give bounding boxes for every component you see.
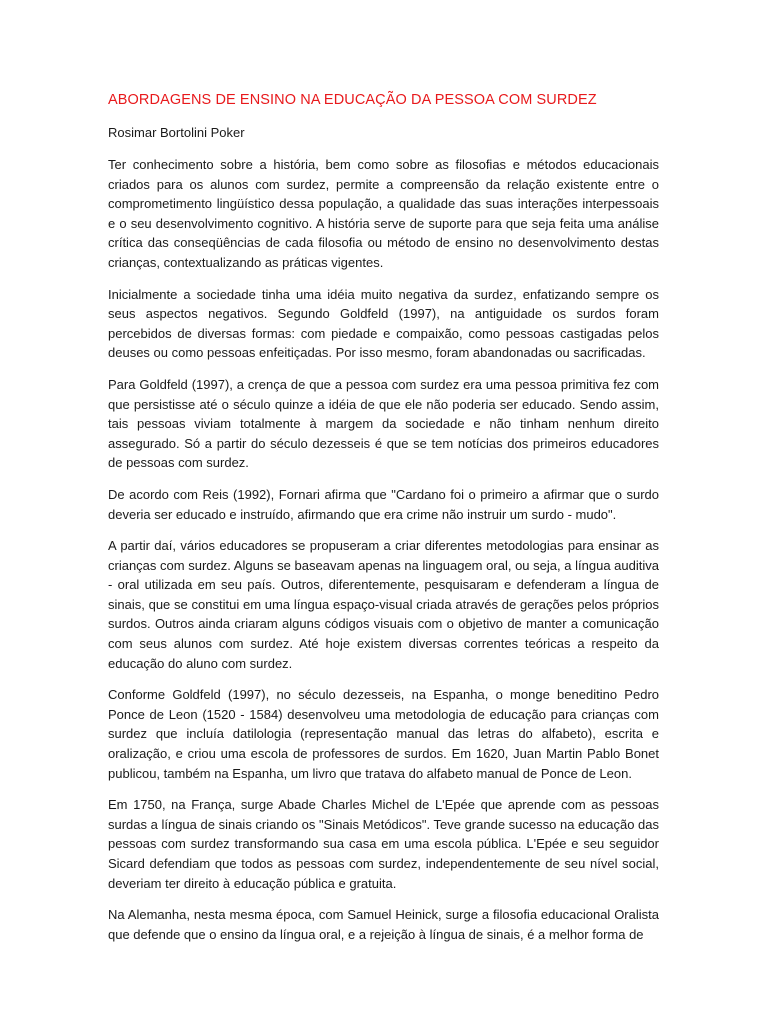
document-body (108, 90, 659, 944)
paragraph-1: Ter conhecimento sobre a história, bem como sobre as filosofias e métodos educacionais criados para os alunos com surdez, permite a compreensão da relação existente entre o comprometimento lingüístico dessa população, a qualidade das suas interações interpessoais e o seu desenvolvimento cognitivo. A história serve de suporte para que seja feita uma análise crítica das conseqüências de cada filosofia ou método de ensino no desenvolvimento destas crianças, contextualizando as práticas vigentes. (108, 157, 659, 270)
paragraph-8: Na Alemanha, nesta mesma época, com Samuel Heinick, surge a filosofia educacional Oralista que defende que o ensino da língua oral, e a rejeição à língua de sinais, é a melhor forma de (108, 907, 659, 942)
paragraph-7: Em 1750, na França, surge Abade Charles Michel de L'Epée que aprende com as pessoas surdas a língua de sinais criando os "Sinais Metódicos". Teve grande sucesso na educação das pessoas com surdez transformando sua casa em uma escola pública. L'Epée e seu seguidor Sicard defendiam que todos as pessoas com surdez, independentemente de seu nível social, deveriam ter direito à educação pública e gratuita. (108, 797, 659, 891)
paragraph-2: Inicialmente a sociedade tinha uma idéia muito negativa da surdez, enfatizando sempre os seus aspectos negativos. Segundo Goldfeld (1997), na antiguidade os surdos foram percebidos de diversas formas: com piedade e compaixão, como pessoas castigadas pelos deuses ou como pessoas enfeitiçadas. Por isso mesmo, foram abandonadas ou sacrificadas. (108, 286, 659, 361)
author-name: Rosimar Bortolini Poker (108, 125, 245, 140)
paragraph-6: Conforme Goldfeld (1997), no século dezesseis, na Espanha, o monge beneditino Pedro Ponce de Leon (1520 - 1584) desenvolveu uma metodologia de educação para crianças com surdez que incluía datilologia (representação manual das letras do alfabeto), escrita e oralização, e criou uma escola de professores de surdos. Em 1620, Juan Martin Pablo Bonet publicou, também na Espanha, um livro que tratava do alfabeto manual de Ponce de Leon. (108, 687, 659, 781)
paragraph-3: Para Goldfeld (1997), a crença de que a pessoa com surdez era uma pessoa primitiva fez com que persistisse até o século quinze a idéia de que ele não poderia ser educado. Sendo assim, tais pessoas viviam totalmente à margem da sociedade e não tinham nenhum direito assegurado. Só a partir do século dezesseis é que se tem notícias dos primeiros educadores de pessoas com surdez. (108, 376, 659, 471)
document-title: ABORDAGENS DE ENSINO NA EDUCAÇÃO DA PESSOA COM SURDEZ (108, 92, 597, 108)
paragraph-5: A partir daí, vários educadores se propuseram a criar diferentes metodologias para ensinar as crianças com surdez. Alguns se baseavam apenas na linguagem oral, ou seja, a língua auditiva - oral utilizada em seu país. Outros, diferentemente, pesquisaram e defenderam a língua de sinais, que se constitui em uma língua espaço-visual criada através de gerações pelos próprios surdos. Outros ainda criaram alguns códigos visuais com o objetivo de manter a comunicação com seus alunos com surdez. Até hoje existem diversas correntes teóricas a respeito da educação do aluno com surdez. (108, 538, 659, 671)
paragraph-4: De acordo com Reis (1992), Fornari afirma que "Cardano foi o primeiro a afirmar que o surdo deveria ser educado e instruído, afirmando que era crime não instruir um surdo - mudo". (108, 486, 659, 522)
